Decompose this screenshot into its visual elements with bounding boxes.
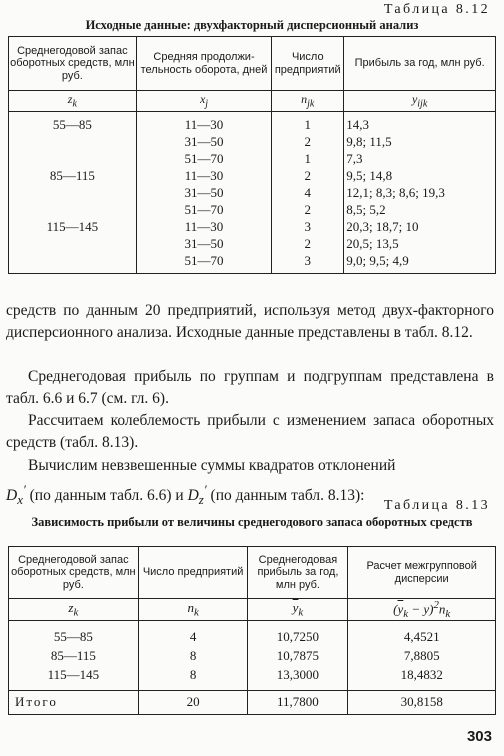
table-row-cell: 10,7250 bbox=[276, 628, 320, 644]
profit-cell: 7,3 bbox=[346, 151, 363, 166]
symbol-zk: $z_k$ bbox=[9, 599, 139, 621]
symbol-variance-formula: $(\overline{y}_k - y)^2n_k$ bbox=[348, 599, 496, 621]
duration-cell: 11—30 bbox=[184, 117, 224, 132]
table1-header-count: Число предприятий bbox=[272, 37, 344, 91]
duration-cell: 11—30 bbox=[184, 219, 224, 234]
table2-stock-col bbox=[9, 620, 139, 690]
table1-header-stock: Среднегодовой запас оборотных средств, млн руб. bbox=[9, 37, 137, 91]
symbol-zk: $z_k$ bbox=[9, 91, 137, 112]
table2-header-avg-profit: Среднегодовая прибыль за год, млн руб. bbox=[248, 547, 348, 599]
table1-header-profit: Прибыль за год, млн руб. bbox=[344, 37, 496, 91]
formula-dz: $D_z'$ bbox=[187, 482, 207, 508]
table-row-cell: 55—85 bbox=[53, 628, 93, 644]
profit-cell: 20,5; 13,5 bbox=[346, 236, 399, 251]
duration-cell: 11—30 bbox=[184, 168, 224, 183]
group-cell: 55—85 bbox=[52, 117, 92, 132]
duration-cell: 51—70 bbox=[184, 202, 224, 217]
table2-caption: Таблица 8.13 bbox=[383, 498, 490, 513]
table-row-cell: 18,4832 bbox=[400, 666, 443, 682]
table1-groups bbox=[9, 112, 137, 274]
table-row-cell: 10,7875 bbox=[276, 647, 320, 663]
duration-cell: 31—50 bbox=[184, 236, 224, 251]
count-cell: 2 bbox=[304, 202, 312, 217]
profit-cell: 9,8; 11,5 bbox=[346, 134, 392, 149]
table2-total-label: Итого bbox=[9, 690, 139, 714]
profit-cell: 9,0; 9,5; 4,9 bbox=[346, 253, 409, 268]
count-cell: 2 bbox=[304, 236, 312, 251]
table2 bbox=[8, 546, 496, 715]
profit-cell: 20,3; 18,7; 10 bbox=[346, 219, 419, 234]
table1-counts bbox=[272, 112, 344, 274]
table-row-cell: 4,4521 bbox=[403, 628, 440, 644]
symbol-xj: $x_j$ bbox=[136, 91, 272, 112]
symbol-njk: $n_{jk}$ bbox=[272, 91, 344, 112]
table2-variance-col bbox=[348, 620, 496, 690]
duration-cell: 51—70 bbox=[184, 151, 224, 166]
table-row-cell: 13,3000 bbox=[276, 666, 320, 682]
duration-cell: 51—70 bbox=[184, 253, 224, 268]
table2-title: Зависимость прибыли от величины среднегодового запаса оборотных средств bbox=[31, 515, 473, 529]
symbol-ybar-k: $\overline{y}_k$ bbox=[248, 599, 348, 621]
symbol-nk: $n_k$ bbox=[138, 599, 248, 621]
table1 bbox=[8, 36, 496, 274]
table-row-cell: 115—145 bbox=[47, 666, 100, 682]
table1-header-duration: Средняя продолжи-тельность оборота, дней bbox=[136, 37, 272, 91]
count-cell: 3 bbox=[304, 253, 312, 268]
profit-cell: 12,1; 8,3; 8,6; 19,3 bbox=[346, 185, 445, 200]
paragraph-2: Среднегодовая прибыль по группам и подгруппам представлена в табл. 6.6 и 6.7 (см. гл. 6). bbox=[6, 368, 494, 407]
table-row-cell: 8 bbox=[189, 647, 197, 663]
table1-durations bbox=[136, 112, 272, 274]
symbol-yijk: $y_{ijk}$ bbox=[344, 91, 496, 112]
table2-header-count: Число предприятий bbox=[138, 547, 248, 599]
profit-cell: 8,5; 5,2 bbox=[346, 202, 386, 217]
table2-header-stock: Среднегодовой запас оборотных средств, млн руб. bbox=[9, 547, 139, 599]
table-row-cell: 8 bbox=[189, 666, 197, 682]
duration-cell: 31—50 bbox=[184, 185, 224, 200]
table1-profits bbox=[344, 112, 496, 274]
profit-cell: 14,3 bbox=[346, 117, 369, 132]
paragraph-4: Вычислим невзвешенные суммы квадратов отклонений $D_x'$ (по данным табл. 6.6) и $D_z'$ (по данным табл. 8.13): bbox=[6, 457, 396, 508]
table2-profit-col bbox=[248, 620, 348, 690]
profit-cell: 9,5; 14,8 bbox=[346, 168, 393, 183]
page-number: 303 bbox=[466, 728, 492, 745]
count-cell: 2 bbox=[304, 168, 312, 183]
group-cell: 85—115 bbox=[49, 168, 95, 183]
table2-total-variance: 30,8158 bbox=[348, 690, 496, 714]
table2-header-variance: Расчет межгрупповой дисперсии bbox=[348, 547, 496, 599]
table2-count-col bbox=[138, 620, 248, 690]
table-row-cell: 4 bbox=[189, 628, 197, 644]
paragraph-3: Рассчитаем колеблемость прибыли с изменением запаса оборотных средств (табл. 8.13). bbox=[6, 412, 494, 451]
group-cell: 115—145 bbox=[46, 219, 99, 234]
duration-cell: 31—50 bbox=[184, 134, 224, 149]
count-cell: 3 bbox=[304, 219, 312, 234]
table-row-cell: 7,8805 bbox=[403, 647, 440, 663]
count-cell: 2 bbox=[304, 134, 312, 149]
count-cell: 1 bbox=[304, 117, 312, 132]
table1-title: Исходные данные: двухфакторный дисперсионный анализ bbox=[85, 18, 419, 32]
table2-total-count: 20 bbox=[138, 690, 248, 714]
formula-dx: $D_x'$ bbox=[6, 482, 26, 508]
table1-caption: Таблица 8.12 bbox=[383, 2, 490, 17]
table-row-cell: 85—115 bbox=[50, 647, 96, 663]
count-cell: 4 bbox=[304, 185, 312, 200]
table2-total-profit: 11,7800 bbox=[248, 690, 348, 714]
paragraph-1: средств по данным 20 предприятий, используя метод двух-факторного дисперсионного анализа. Исходные данные представлены в табл. 8.12. bbox=[6, 302, 494, 341]
count-cell: 1 bbox=[304, 151, 312, 166]
